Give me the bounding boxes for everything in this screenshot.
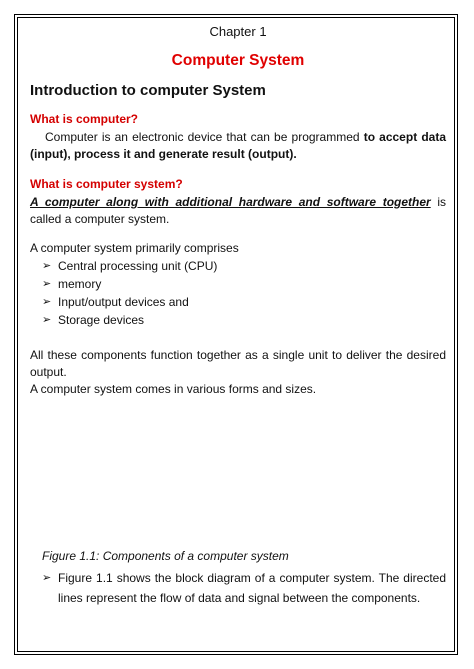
figure-placeholder [30, 398, 446, 548]
components-intro: A computer system primarily comprises [30, 241, 239, 255]
arrow-bullet-icon: ➢ [42, 572, 52, 584]
document-body [30, 22, 446, 608]
definition-computer [30, 129, 446, 163]
chapter-label: Chapter 1 [209, 24, 267, 39]
definition-system-text: is called a computer system. [30, 195, 447, 226]
components-function-paragraph: All these components function together as a single unit to deliver the desired output. [30, 348, 446, 379]
list-item: ➢ Storage devices [42, 313, 145, 327]
forms-and-sizes-paragraph: A computer system comes in various forms and sizes. [30, 382, 317, 396]
components-list [30, 257, 446, 329]
arrow-bullet-icon: ➢ [42, 314, 52, 326]
arrow-bullet-icon: ➢ [42, 296, 52, 308]
definition-computer-bold: to accept data (input), process it and generate result (output). [30, 130, 446, 161]
arrow-bullet-icon: ➢ [42, 278, 52, 290]
question-what-is-computer: What is computer? [30, 112, 139, 126]
definition-computer-system [30, 194, 446, 228]
list-item: ➢ memory [42, 277, 102, 291]
definition-computer-text: Computer is an electronic device that can be programmed [45, 130, 364, 144]
figure-caption: Figure 1.1: Components of a computer system [42, 549, 289, 563]
figure-note-text: Figure 1.1 shows the block diagram of a computer system. The directed lines represent the flow of data and signal between the components. [58, 571, 446, 605]
arrow-bullet-icon: ➢ [42, 260, 52, 272]
figure-note [30, 568, 446, 608]
page-title: Computer System [171, 52, 305, 69]
definition-system-emphasis: A computer along with additional hardware and software together [30, 195, 431, 209]
question-what-is-computer-system: What is computer system? [30, 177, 183, 191]
section-heading: Introduction to computer System [30, 82, 266, 99]
list-item: ➢ Input/output devices and [42, 295, 189, 309]
list-item: ➢ Central processing unit (CPU) [42, 259, 218, 273]
